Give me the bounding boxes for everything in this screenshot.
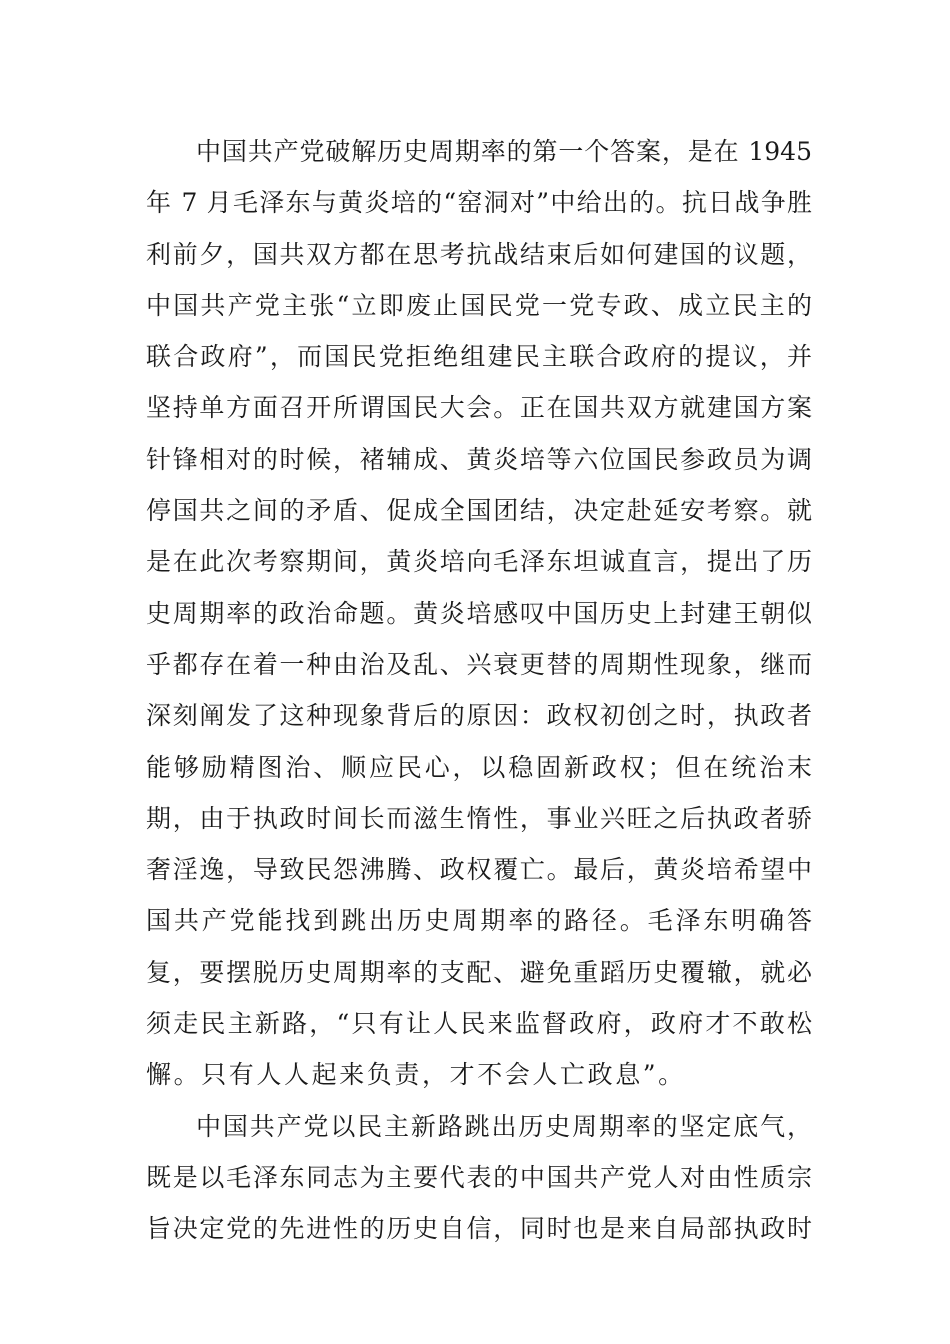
text-line: 能够励精图治、顺应民心，以稳固新政权；但在统治末	[146, 752, 812, 782]
text-line: 中国共产党以民主新路跳出历史周期率的坚定底气，	[196, 1111, 812, 1141]
text-line: 是在此次考察期间，黄炎培向毛泽东坦诚直言，提出了历	[146, 547, 812, 577]
text-line: 停国共之间的矛盾、促成全国团结，决定赴延安考察。就	[146, 496, 812, 526]
text-line: 联合政府”，而国民党拒绝组建民主联合政府的提议，并	[146, 342, 812, 372]
text-line: 乎都存在着一种由治及乱、兴衰更替的周期性现象，继而	[146, 649, 812, 679]
text-line: 懈。只有人人起来负责，才不会人亡政息”。	[146, 1060, 686, 1090]
text-line: 中国共产党主张“立即废止国民党一党专政、成立民主的	[146, 290, 812, 320]
paragraph-2	[146, 1101, 812, 1255]
text-line: 深刻阐发了这种现象背后的原因：政权初创之时，执政者	[146, 701, 812, 731]
text-line: 复，要摆脱历史周期率的支配、避免重蹈历史覆辙，就必	[146, 957, 812, 987]
text-line: 期，由于执政时间长而滋生惰性，事业兴旺之后执政者骄	[146, 803, 812, 833]
text-line: 奢淫逸，导致民怨沸腾、政权覆亡。最后，黄炎培希望中	[146, 855, 812, 885]
text-line: 既是以毛泽东同志为主要代表的中国共产党人对由性质宗	[146, 1162, 812, 1192]
body-text	[146, 126, 812, 1255]
text-line: 年 7 月毛泽东与黄炎培的“窑洞对”中给出的。抗日战争胜	[146, 188, 812, 218]
paragraph-1	[146, 126, 812, 1101]
text-line: 中国共产党破解历史周期率的第一个答案，是在 1945	[196, 137, 812, 166]
text-line: 利前夕，国共双方都在思考抗战结束后如何建国的议题，	[146, 239, 812, 269]
text-line: 史周期率的政治命题。黄炎培感叹中国历史上封建王朝似	[146, 598, 812, 628]
text-line: 坚持单方面召开所谓国民大会。正在国共双方就建国方案	[146, 393, 812, 423]
text-line: 针锋相对的时候，褚辅成、黄炎培等六位国民参政员为调	[146, 444, 812, 474]
text-line: 旨决定党的先进性的历史自信，同时也是来自局部执政时	[146, 1214, 812, 1244]
text-line: 须走民主新路，“只有让人民来监督政府，政府才不敢松	[146, 1009, 812, 1039]
text-line: 国共产党能找到跳出历史周期率的路径。毛泽东明确答	[146, 906, 812, 936]
